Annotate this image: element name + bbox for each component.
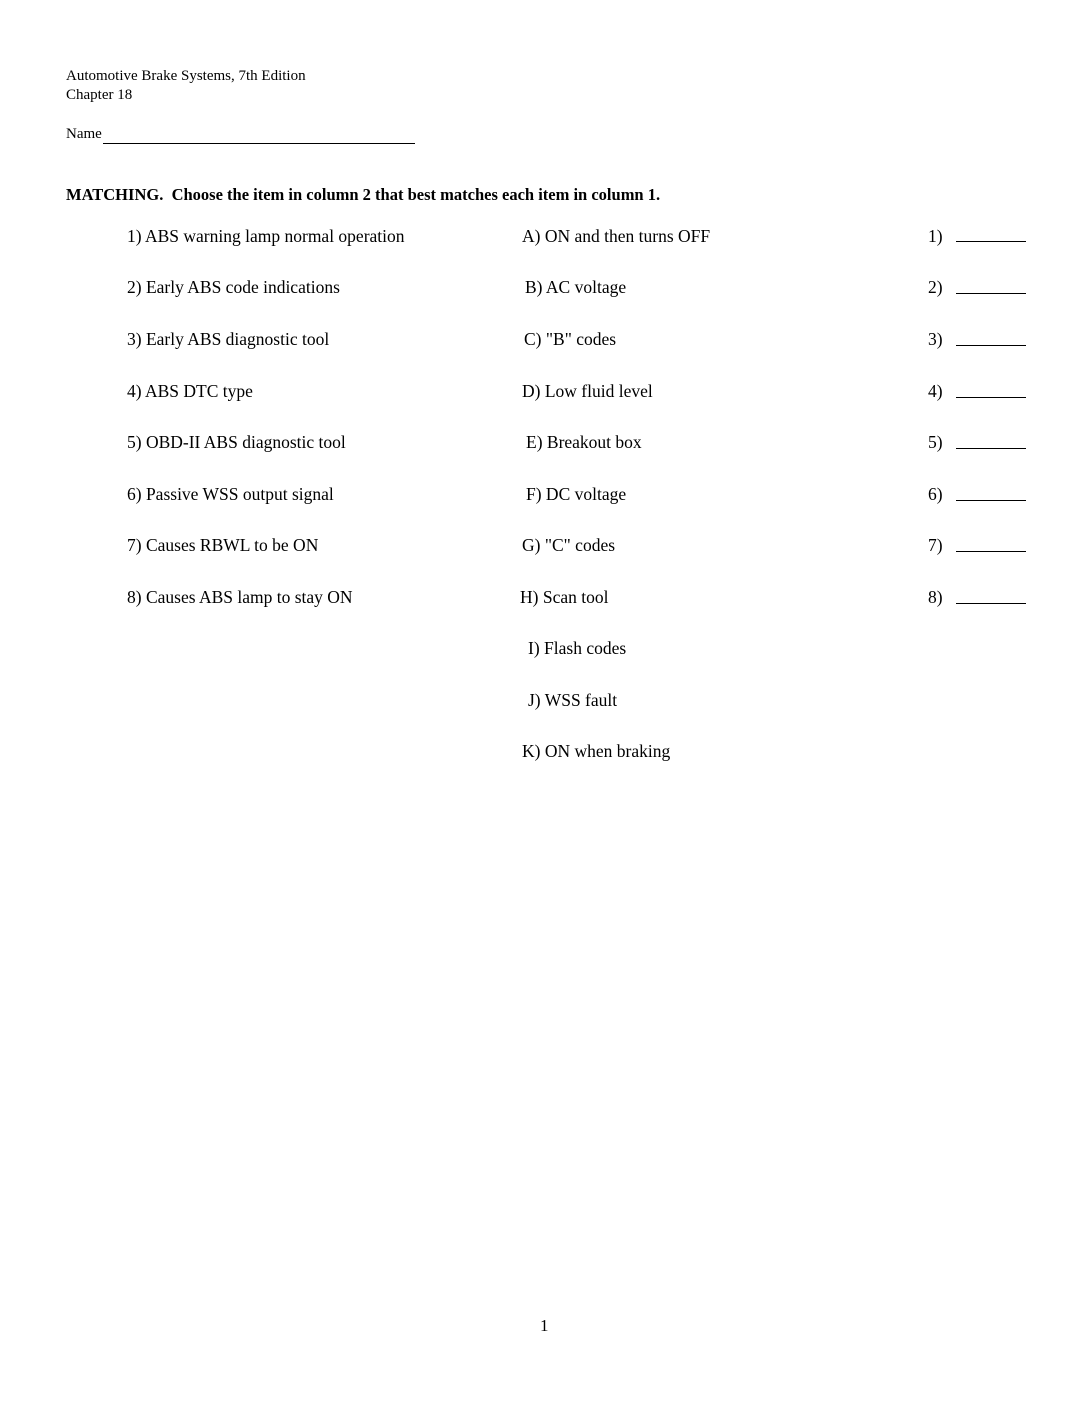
answer-blank[interactable] <box>956 448 1026 449</box>
column2-item: K) ON when braking <box>522 741 671 761</box>
book-title: Automotive Brake Systems, 7th Edition <box>66 68 306 84</box>
matching-row <box>0 483 1088 507</box>
page-number: 1 <box>540 1316 549 1335</box>
answer-blank[interactable] <box>956 551 1026 552</box>
column1-item: 7) Causes RBWL to be ON <box>127 535 319 555</box>
column2-item: I) Flash codes <box>528 638 627 658</box>
name-label: Name <box>66 126 102 142</box>
name-blank-line[interactable] <box>103 126 415 144</box>
column2-item: G) "C" codes <box>522 535 616 555</box>
matching-instructions: MATCHING. Choose the item in column 2 that best matches each item in column 1. <box>66 185 661 204</box>
answer-number: 6) <box>928 484 943 504</box>
matching-row <box>0 276 1088 300</box>
column1-item: 6) Passive WSS output signal <box>127 484 334 504</box>
answer-number: 2) <box>928 277 943 297</box>
column1-item: 8) Causes ABS lamp to stay ON <box>127 587 353 607</box>
answer-blank[interactable] <box>956 345 1026 346</box>
answer-number: 4) <box>928 381 943 401</box>
answer-number: 8) <box>928 587 943 607</box>
column2-item: E) Breakout box <box>526 432 642 452</box>
chapter-label: Chapter 18 <box>66 87 133 103</box>
column2-item: J) WSS fault <box>528 690 618 710</box>
name-field <box>66 125 415 144</box>
column2-item: D) Low fluid level <box>522 381 653 401</box>
answer-number: 1) <box>928 226 943 246</box>
option-row <box>0 637 1088 661</box>
answer-number: 5) <box>928 432 943 452</box>
column2-item: B) AC voltage <box>525 277 627 297</box>
matching-row <box>0 534 1088 558</box>
matching-row <box>0 380 1088 404</box>
column2-item: H) Scan tool <box>520 587 609 607</box>
column1-item: 3) Early ABS diagnostic tool <box>127 329 330 349</box>
matching-row <box>0 586 1088 610</box>
answer-blank[interactable] <box>956 397 1026 398</box>
answer-number: 7) <box>928 535 943 555</box>
answer-blank[interactable] <box>956 500 1026 501</box>
matching-row <box>0 328 1088 352</box>
column1-item: 4) ABS DTC type <box>127 381 253 401</box>
matching-row <box>0 225 1088 249</box>
option-row <box>0 740 1088 764</box>
column2-item: A) ON and then turns OFF <box>522 226 711 246</box>
column1-item: 2) Early ABS code indications <box>127 277 340 297</box>
column2-item: F) DC voltage <box>526 484 627 504</box>
answer-blank[interactable] <box>956 293 1026 294</box>
option-row <box>0 689 1088 713</box>
answer-number: 3) <box>928 329 943 349</box>
column1-item: 1) ABS warning lamp normal operation <box>127 226 405 246</box>
answer-blank[interactable] <box>956 603 1026 604</box>
answer-blank[interactable] <box>956 241 1026 242</box>
column2-item: C) "B" codes <box>524 329 617 349</box>
matching-row <box>0 431 1088 455</box>
column1-item: 5) OBD-II ABS diagnostic tool <box>127 432 346 452</box>
